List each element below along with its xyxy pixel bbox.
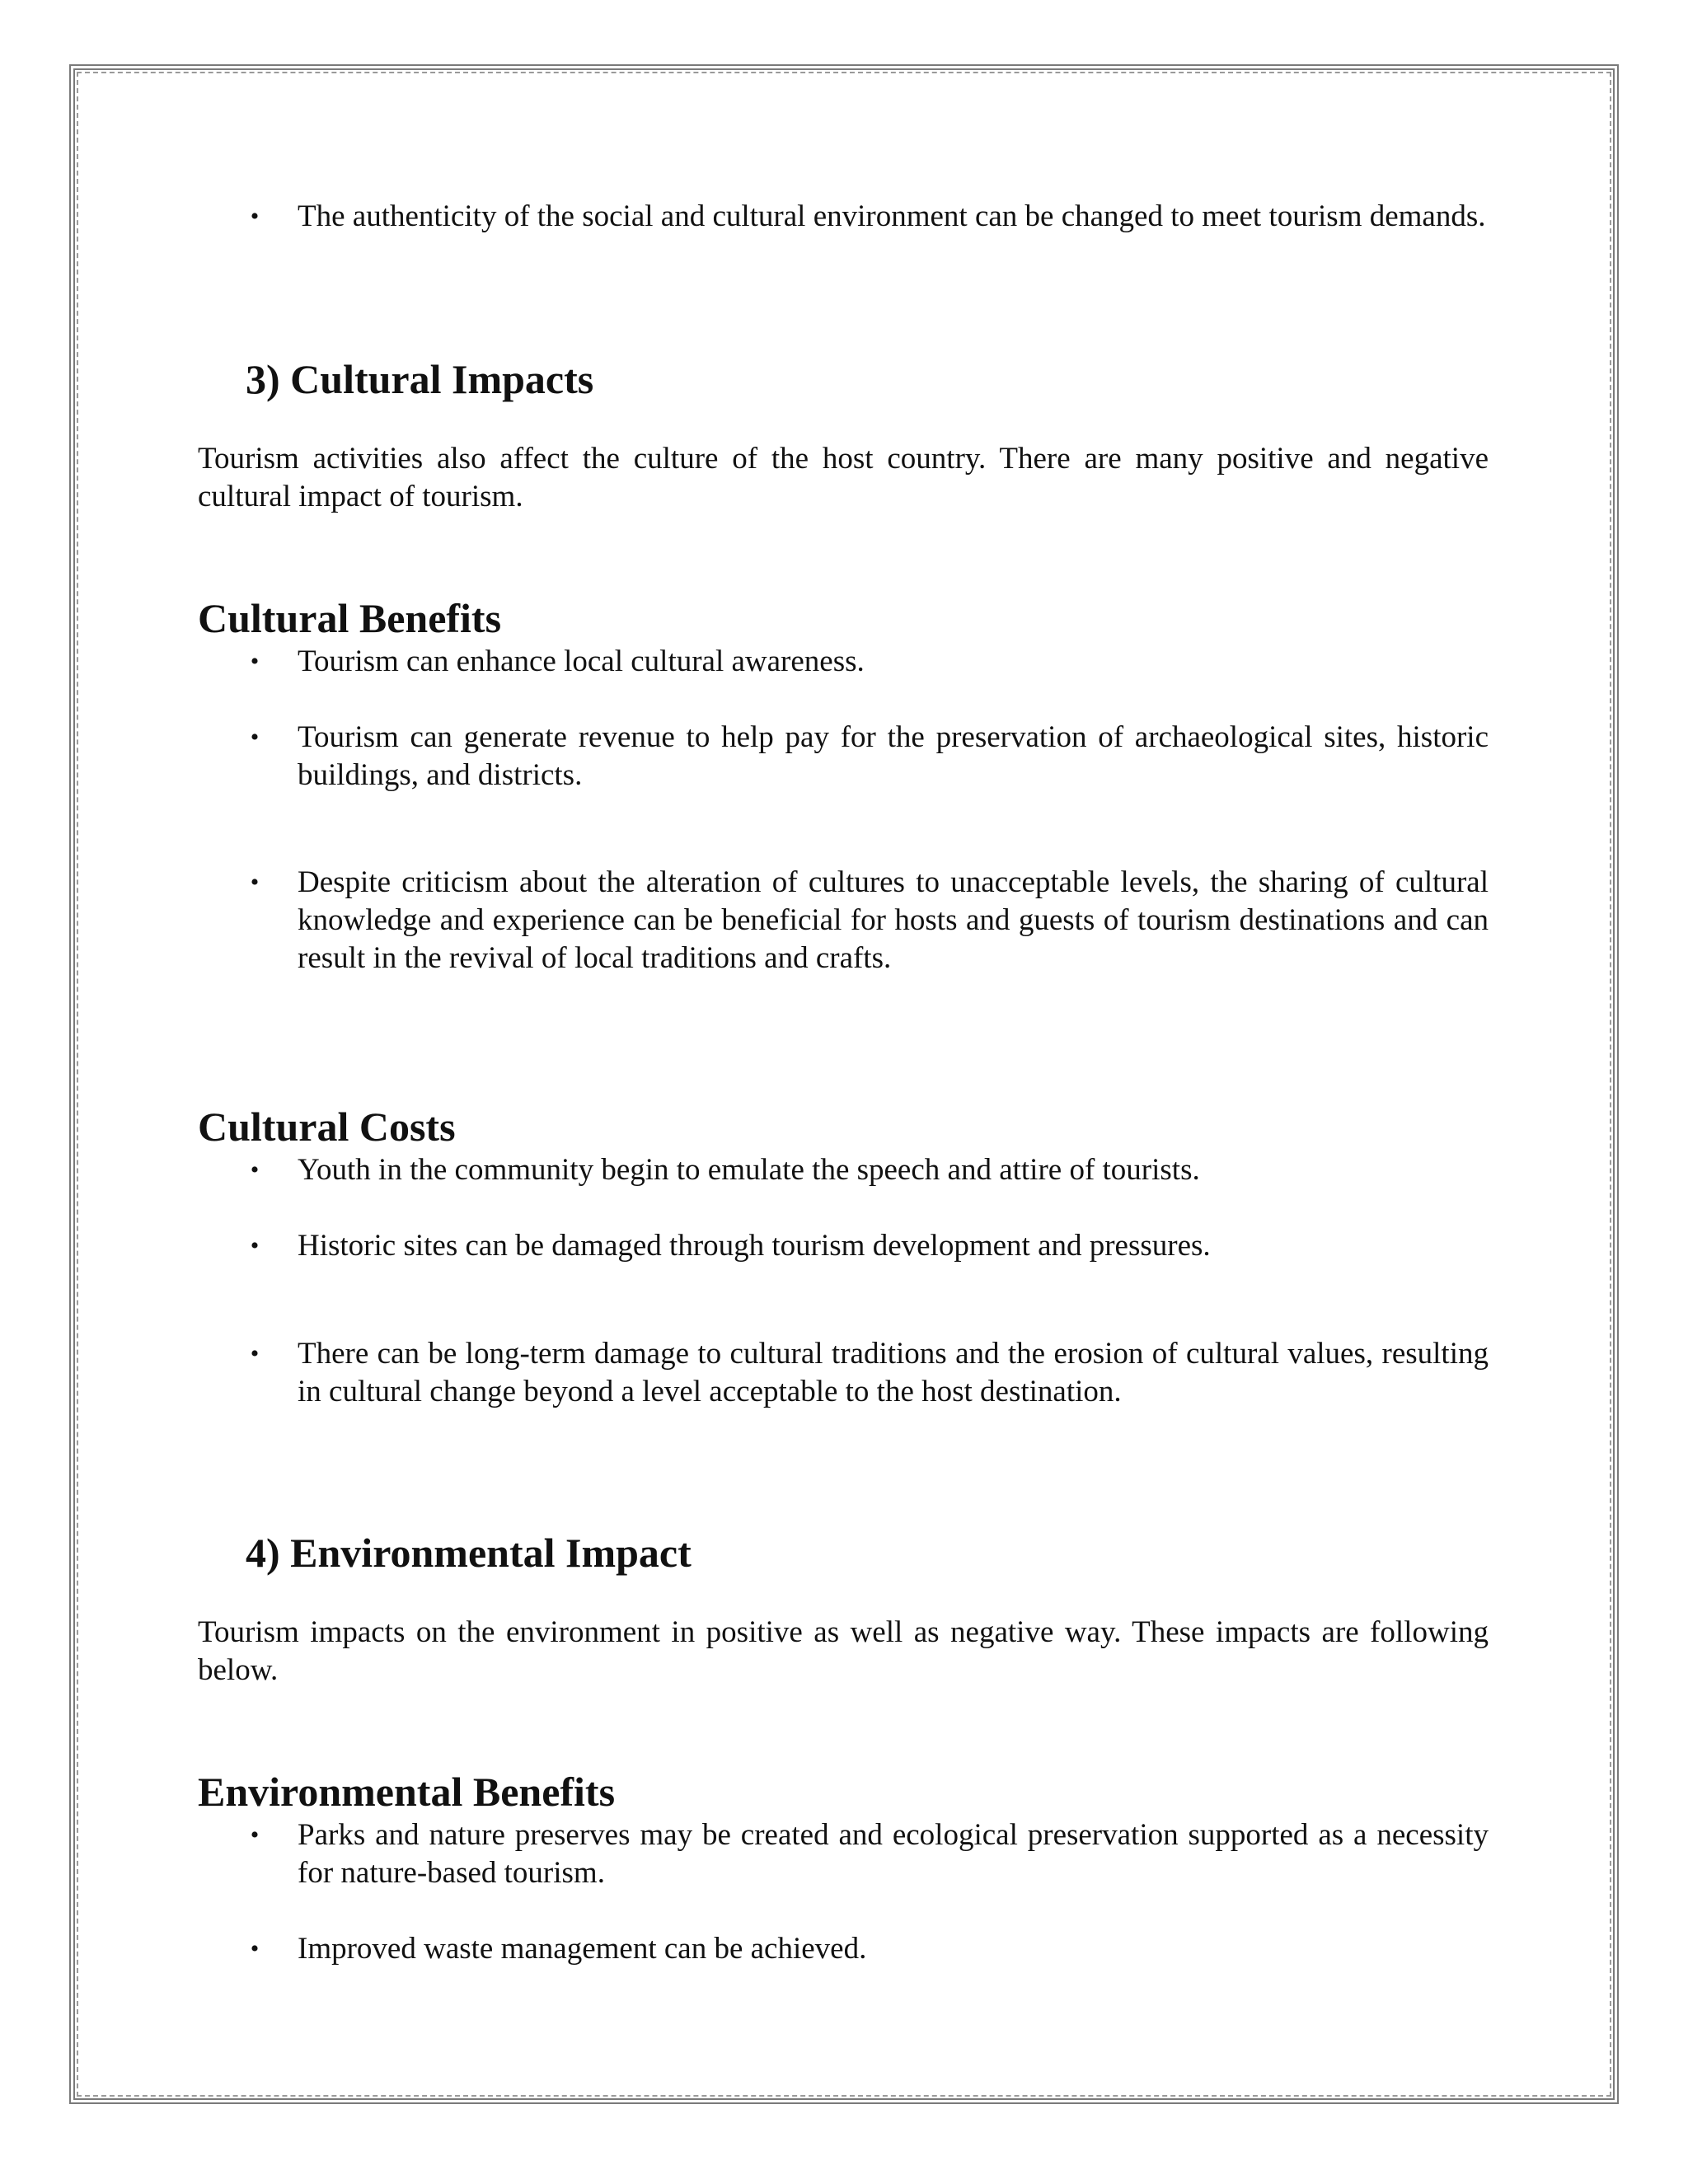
list-item: [252, 643, 1489, 681]
list-item-text: Tourism can generate revenue to help pay for the preservation of archaeological sites, historic buildings, and districts.: [298, 720, 1489, 792]
bullet-icon: •: [250, 724, 260, 751]
section-heading-cultural-impacts: 3) Cultural Impacts: [246, 355, 594, 402]
subheading-cultural-costs: Cultural Costs: [198, 1104, 456, 1150]
bullet-icon: •: [250, 1156, 260, 1183]
bullet-icon: •: [250, 1935, 260, 1962]
list-item: [252, 1335, 1489, 1411]
list-item-text: Youth in the community begin to emulate the speech and attire of tourists.: [298, 1153, 1200, 1187]
list-item-text: There can be long-term damage to cultural traditions and the erosion of cultural values, resulting in cultural change beyond a level acceptable to the host destination.: [298, 1337, 1489, 1408]
bullet-icon: •: [250, 648, 260, 675]
list-item: [252, 1930, 1489, 1968]
section-heading-environmental-impact: 4) Environmental Impact: [246, 1529, 692, 1576]
list-item: [252, 719, 1489, 794]
bullet-icon: •: [250, 869, 260, 896]
bullet-icon: •: [250, 1232, 260, 1259]
list-item: [252, 864, 1489, 977]
list-item: [252, 1816, 1489, 1892]
list-item: [252, 198, 1489, 236]
environmental-impact-paragraph: Tourism impacts on the environment in positive as well as negative way. These impacts are following below.: [198, 1615, 1489, 1687]
list-item-text: Tourism can enhance local cultural awareness.: [298, 644, 865, 678]
list-item-text: The authenticity of the social and cultural environment can be changed to meet tourism demands.: [298, 199, 1486, 233]
list-item-text: Improved waste management can be achieved.: [298, 1932, 867, 1966]
list-item-text: Parks and nature preserves may be created and ecological preservation supported as a necessity for nature-based tourism.: [298, 1818, 1489, 1890]
list-item: [252, 1151, 1489, 1189]
subheading-cultural-benefits: Cultural Benefits: [198, 595, 502, 641]
list-item-text: Historic sites can be damaged through tourism development and pressures.: [298, 1229, 1211, 1263]
bullet-icon: •: [250, 203, 260, 230]
list-item: [252, 1227, 1489, 1265]
list-item-text: Despite criticism about the alteration of cultures to unacceptable levels, the sharing of cultural knowledge and experience can be beneficial for hosts and guests of tourism destinations and can result in the revival of local traditions and crafts.: [298, 865, 1489, 975]
cultural-impacts-paragraph: Tourism activities also affect the culture of the host country. There are many positive and negative cultural impact of tourism.: [198, 442, 1489, 513]
bullet-icon: •: [250, 1821, 260, 1849]
subheading-environmental-benefits: Environmental Benefits: [198, 1769, 616, 1815]
bullet-icon: •: [250, 1340, 260, 1367]
